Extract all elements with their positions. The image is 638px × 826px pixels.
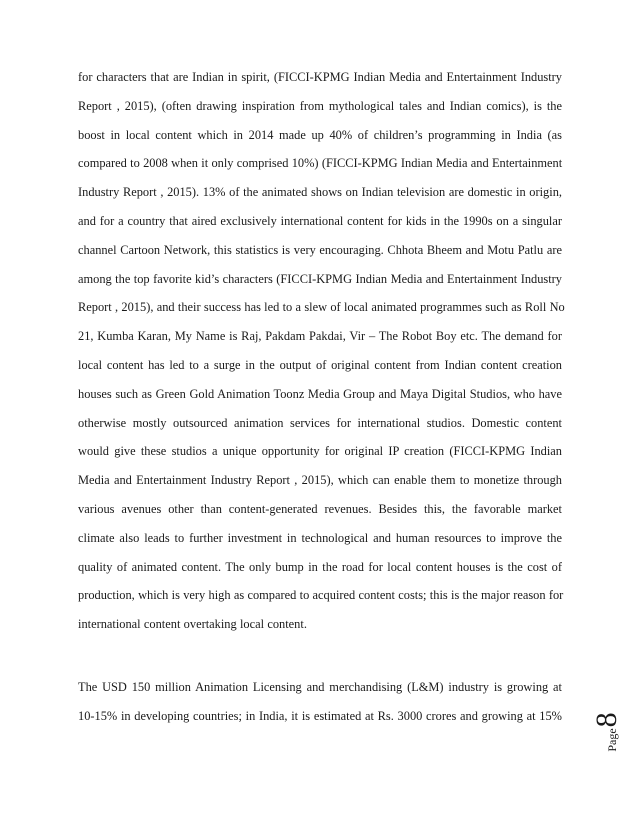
paragraph-line: various avenues other than content-generated revenues. Besides this, the favorable market [78, 501, 562, 516]
paragraph-2 [78, 673, 562, 731]
paragraph-line: channel Cartoon Network, this statistics is very encouraging. Chhota Bheem and Motu Patlu are [78, 242, 562, 257]
paragraph-line: 21, Kumba Karan, My Name is Raj, Pakdam Pakdai, Vir – The Robot Boy etc. The demand for [78, 329, 562, 344]
paragraph-line: Media and Entertainment Industry Report , 2015), which can enable them to monetize through [78, 473, 562, 488]
paragraph-line: compared to 2008 when it only comprised 10%) (FICCI-KPMG Indian Media and Entertainment [78, 156, 563, 171]
paragraph-line: and for a country that aired exclusively international content for kids in the 1990s on a singular [78, 213, 562, 228]
paragraph-line: among the top favorite kid’s characters (FICCI-KPMG Indian Media and Entertainment Industry [78, 271, 562, 286]
paragraph-line: The USD 150 million Animation Licensing and merchandising (L&M) industry is growing at [78, 680, 562, 694]
page-label: Page [605, 728, 619, 752]
paragraph-line: for characters that are Indian in spirit, (FICCI-KPMG Indian Media and Entertainment Industry [78, 70, 562, 84]
paragraph-line: would give these studios a unique opportunity for original IP creation (FICCI-KPMG Indian [78, 444, 562, 459]
paragraph-line: Report , 2015), (often drawing inspiration from mythological tales and Indian comics), is the [78, 98, 562, 113]
paragraph-line: 10-15% in developing countries; in India, it is estimated at Rs. 3000 crores and growing at 15% [78, 708, 562, 723]
paragraph-line: climate also leads to further investment in technological and human resources to improve the [78, 530, 562, 545]
paragraph-line: local content has led to a surge in the output of original content from Indian content creation [78, 357, 562, 372]
paragraph-line: Industry Report , 2015). 13% of the animated shows on Indian television are domestic in origin, [78, 185, 562, 200]
paragraph-1 [78, 63, 565, 639]
paragraph-line: quality of animated content. The only bump in the road for local content houses is the cost of [78, 559, 562, 574]
paragraph-line: houses such as Green Gold Animation Toonz Media Group and Maya Digital Studios, who have [78, 386, 562, 401]
paragraph-line: Report , 2015), and their success has led to a slew of local animated programmes such as Roll No [78, 300, 565, 315]
paragraph-line: boost in local content which in 2014 made up 40% of children’s programming in India (as [78, 127, 562, 142]
paragraph-line: production, which is very high as compared to acquired content costs; this is the major reason for [78, 588, 564, 603]
page-number-marker [590, 690, 624, 774]
page-number: 8 [590, 712, 623, 728]
paragraph-line: international content overtaking local content. [78, 617, 307, 632]
paragraph-line: otherwise mostly outsourced animation services for international studios. Domestic content [78, 415, 562, 430]
